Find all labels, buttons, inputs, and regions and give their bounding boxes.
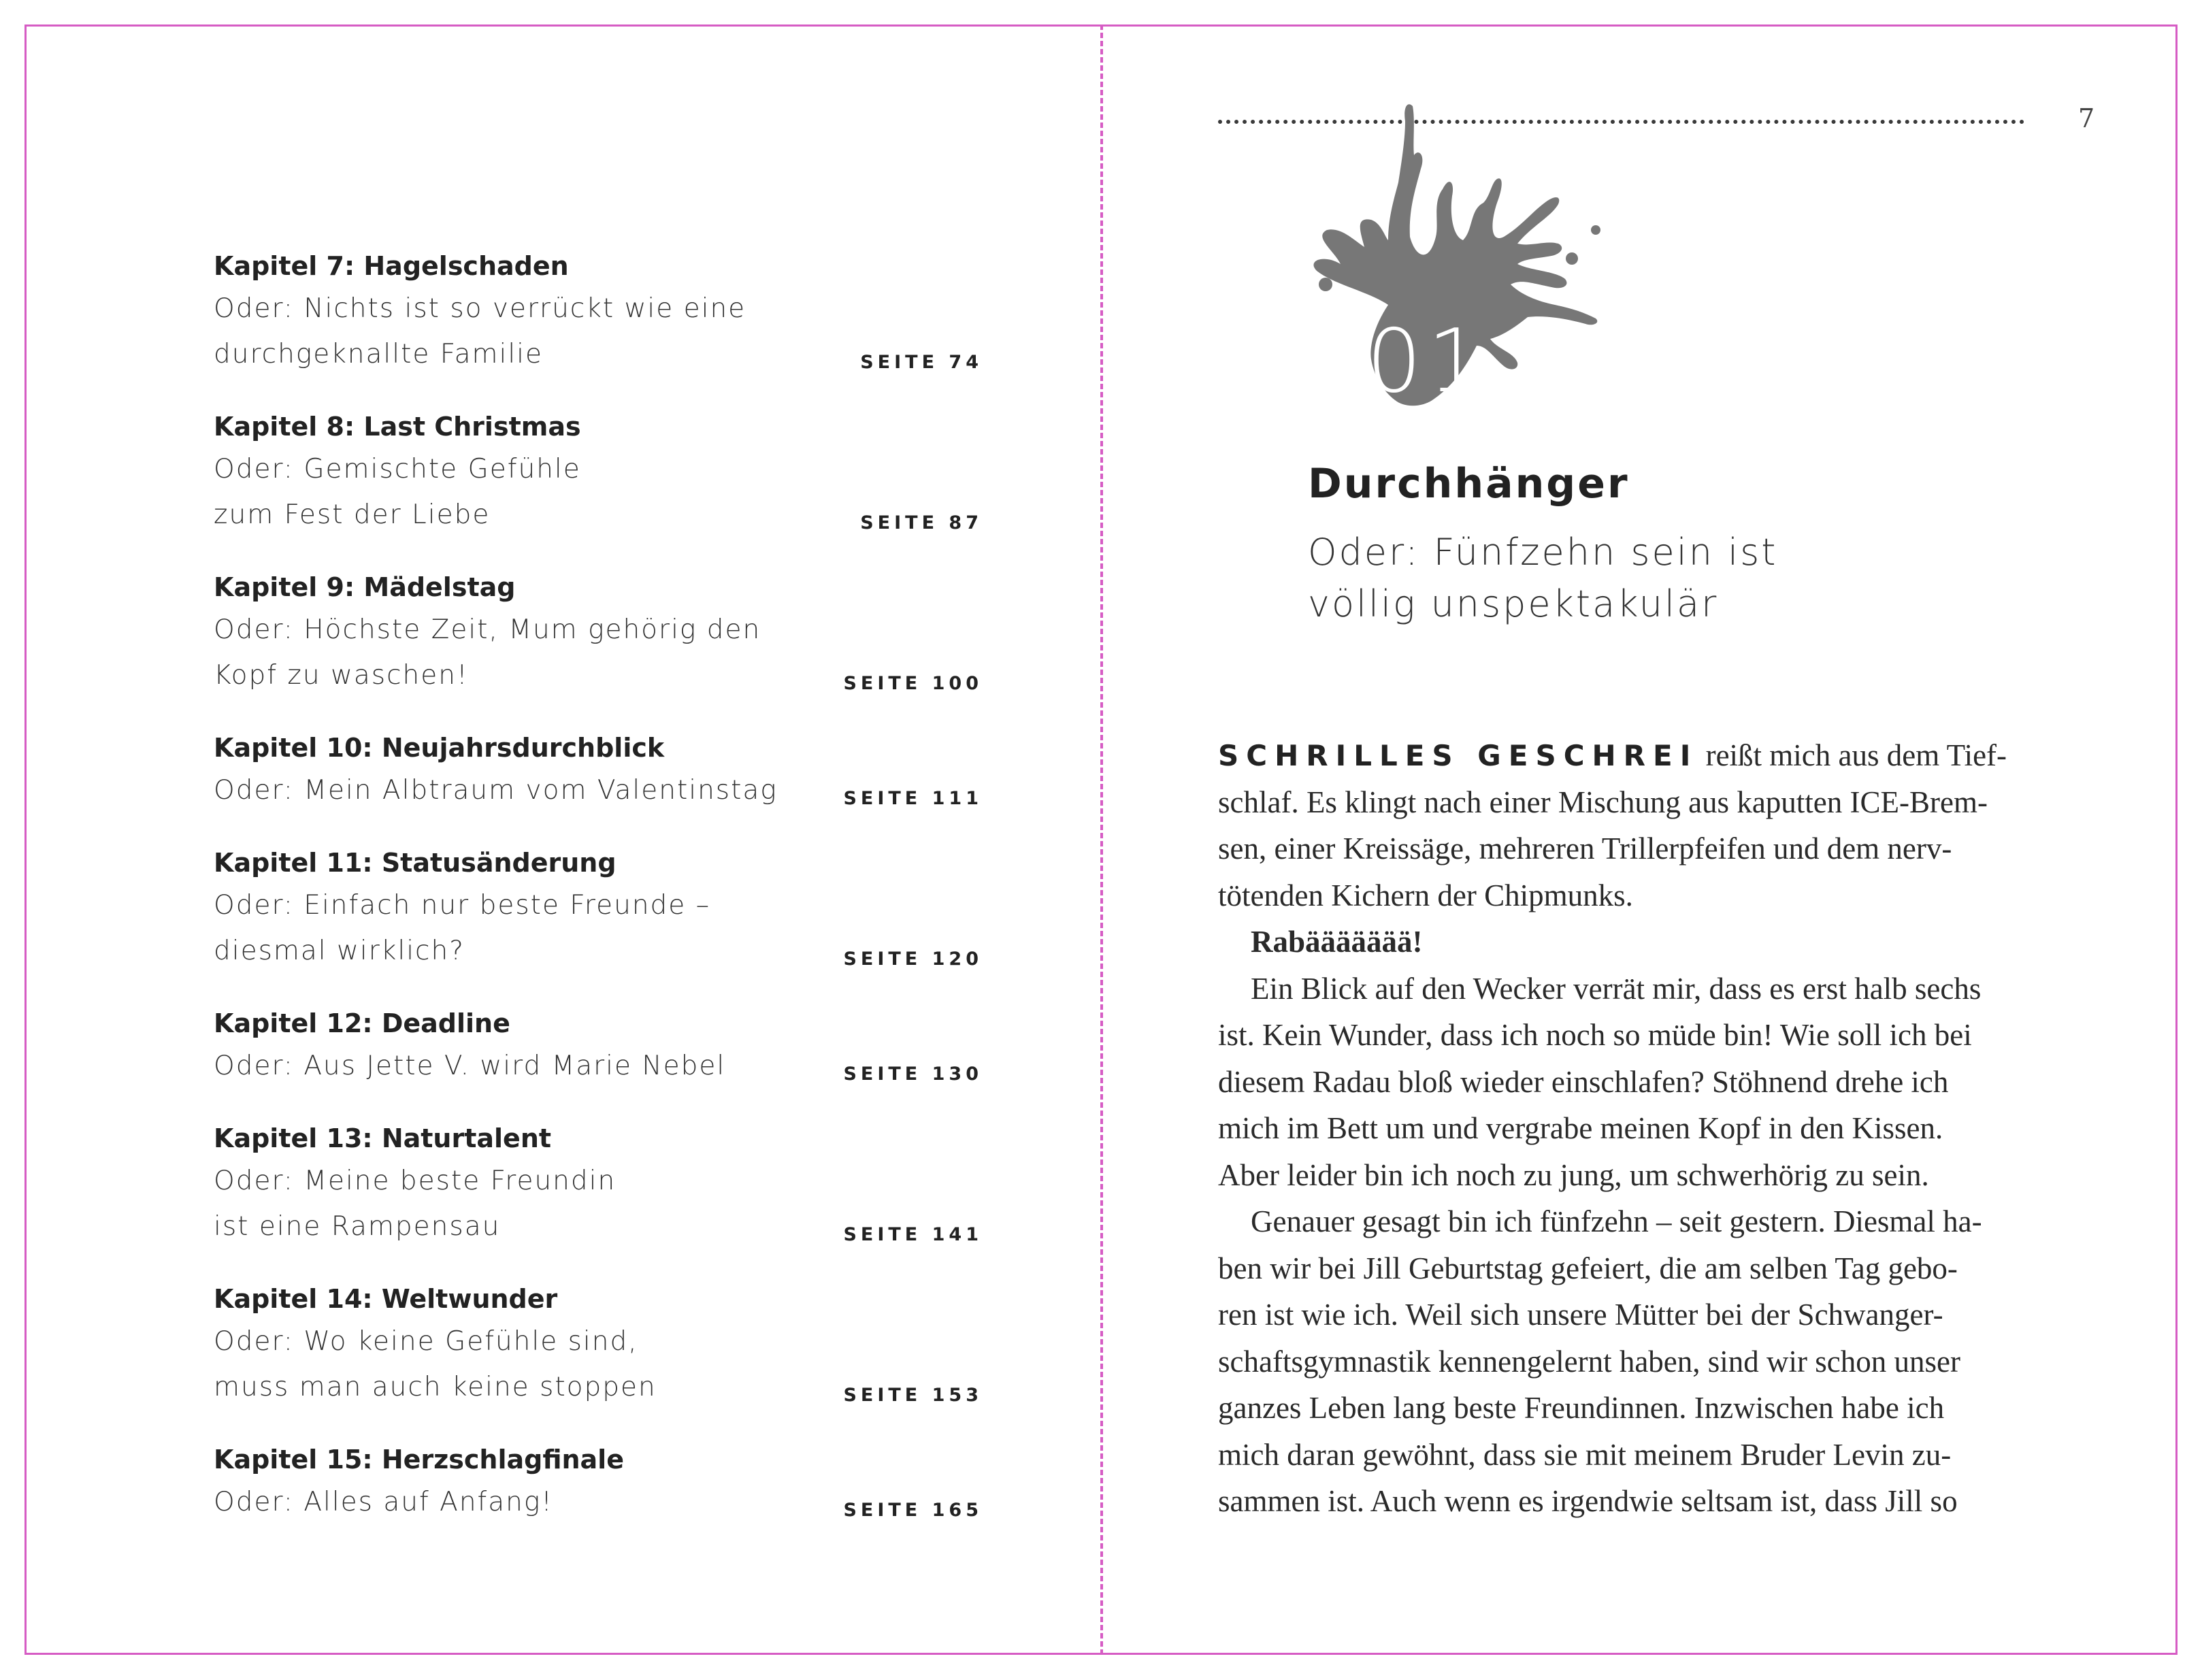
table-of-contents <box>214 246 983 1555</box>
toc-page-number: SEITE 100 <box>843 673 983 694</box>
toc-entry <box>214 843 983 974</box>
toc-entry-subtitle: zum Fest der Liebe <box>214 499 491 530</box>
toc-page-number: SEITE 130 <box>843 1064 983 1085</box>
chapter-subtitle-line: völlig unspektakulär <box>1308 582 1719 625</box>
chapter-number: 01 <box>1366 311 1488 412</box>
body-line: ben wir bei Jill Geburtstag gefeiert, die am selben Tag gebo- <box>1218 1251 1958 1285</box>
toc-entry-subtitle: Oder: Aus Jette V. wird Marie Nebel <box>214 1051 726 1081</box>
page-number: 7 <box>2078 103 2095 133</box>
toc-entry-subtitle: Oder: Mein Albtraum vom Valentinstag <box>214 775 778 806</box>
body-line: diesem Radau bloß wieder einschlafen? Stöhnend drehe ich <box>1218 1064 1949 1099</box>
toc-entry <box>214 1119 983 1249</box>
sound-effect-line: Rabäääääää! <box>1251 925 1423 959</box>
body-line: ren ist wie ich. Weil sich unsere Mütter bei der Schwanger- <box>1218 1298 1943 1332</box>
toc-entry-subtitle: muss man auch keine stoppen <box>214 1372 657 1402</box>
toc-entry <box>214 246 983 377</box>
toc-entry-subtitle: Kopf zu waschen! <box>214 660 469 691</box>
body-line: Genauer gesagt bin ich fünfzehn – seit gestern. Diesmal ha- <box>1251 1204 1982 1238</box>
toc-entry-subtitle: durchgeknallte Familie <box>214 339 544 369</box>
body-line <box>1218 732 2035 779</box>
toc-page-number: SEITE 153 <box>843 1385 983 1406</box>
toc-entry-title: Kapitel 14: Weltwunder <box>214 1284 558 1314</box>
toc-page-number: SEITE 111 <box>843 788 983 809</box>
toc-entry <box>214 1004 983 1089</box>
toc-entry-title: Kapitel 9: Mädelstag <box>214 572 516 602</box>
chapter-subtitle-line: Oder: Fünfzehn sein ist <box>1308 531 1778 574</box>
toc-entry-title: Kapitel 7: Hagelschaden <box>214 251 569 281</box>
chapter-subtitle <box>1308 527 1825 630</box>
body-line: sen, einer Kreissäge, mehreren Trillerpfeifen und dem nerv- <box>1218 831 1952 866</box>
toc-page-number: SEITE 165 <box>843 1500 983 1521</box>
body-line: mich daran gewöhnt, dass sie mit meinem Bruder Levin zu- <box>1218 1437 1952 1472</box>
body-line-text: reißt mich aus dem Tief- <box>1698 738 2007 772</box>
body-line: Ein Blick auf den Wecker verrät mir, dass es erst halb sechs <box>1251 971 1982 1006</box>
toc-entry-subtitle: Oder: Meine beste Freundin <box>214 1166 617 1196</box>
toc-entry <box>214 728 983 813</box>
toc-entry <box>214 1279 983 1410</box>
toc-entry-subtitle: ist eine Rampensau <box>214 1211 501 1242</box>
toc-entry-subtitle: Oder: Alles auf Anfang! <box>214 1487 553 1517</box>
toc-entry-title: Kapitel 11: Statusänderung <box>214 848 617 878</box>
toc-entry-subtitle: Oder: Höchste Zeit, Mum gehörig den <box>214 614 761 645</box>
chapter-body-text <box>1218 732 2035 1525</box>
toc-page-number: SEITE 87 <box>860 512 983 533</box>
toc-entry-title: Kapitel 15: Herzschlagfinale <box>214 1445 624 1475</box>
chapter-title: Durchhänger <box>1308 460 1630 508</box>
body-line: ganzes Leben lang beste Freundinnen. Inzwischen habe ich <box>1218 1391 1945 1425</box>
toc-entry-subtitle: Oder: Gemischte Gefühle <box>214 454 581 484</box>
body-line: schlaf. Es klingt nach einer Mischung aus kaputten ICE-Brem- <box>1218 785 1988 819</box>
toc-entry <box>214 407 983 538</box>
body-line: schaftsgymnastik kennengelernt haben, sind wir schon unser <box>1218 1344 1960 1379</box>
toc-page-number: SEITE 141 <box>843 1224 983 1245</box>
toc-entry-subtitle: diesmal wirklich? <box>214 936 465 966</box>
toc-entry <box>214 567 983 698</box>
toc-entry-title: Kapitel 10: Neujahrsdurchblick <box>214 733 665 763</box>
body-line: ist. Kein Wunder, dass ich noch so müde bin! Wie soll ich bei <box>1218 1018 1972 1052</box>
page-fold-line <box>1100 24 1103 1655</box>
body-line: sammen ist. Auch wenn es irgendwie seltsam ist, dass Jill so <box>1218 1484 1958 1518</box>
toc-entry-title: Kapitel 13: Naturtalent <box>214 1123 552 1153</box>
toc-entry-title: Kapitel 12: Deadline <box>214 1008 510 1038</box>
toc-entry <box>214 1440 983 1525</box>
body-line: mich im Bett um und vergrabe meinen Kopf in den Kissen. <box>1218 1111 1943 1145</box>
toc-entry-title: Kapitel 8: Last Christmas <box>214 412 581 442</box>
toc-page-number: SEITE 74 <box>860 352 983 373</box>
toc-entry-subtitle: Oder: Nichts ist so verrückt wie eine <box>214 293 746 324</box>
toc-entry-subtitle: Oder: Einfach nur beste Freunde – <box>214 890 711 921</box>
body-line: tötenden Kichern der Chipmunks. <box>1218 878 1633 912</box>
toc-entry-subtitle: Oder: Wo keine Gefühle sind, <box>214 1326 638 1357</box>
lead-in-text: SCHRILLES GESCHREI <box>1218 739 1698 772</box>
toc-page-number: SEITE 120 <box>843 949 983 970</box>
body-line: Aber leider bin ich noch zu jung, um schwerhörig zu sein. <box>1218 1157 1929 1192</box>
